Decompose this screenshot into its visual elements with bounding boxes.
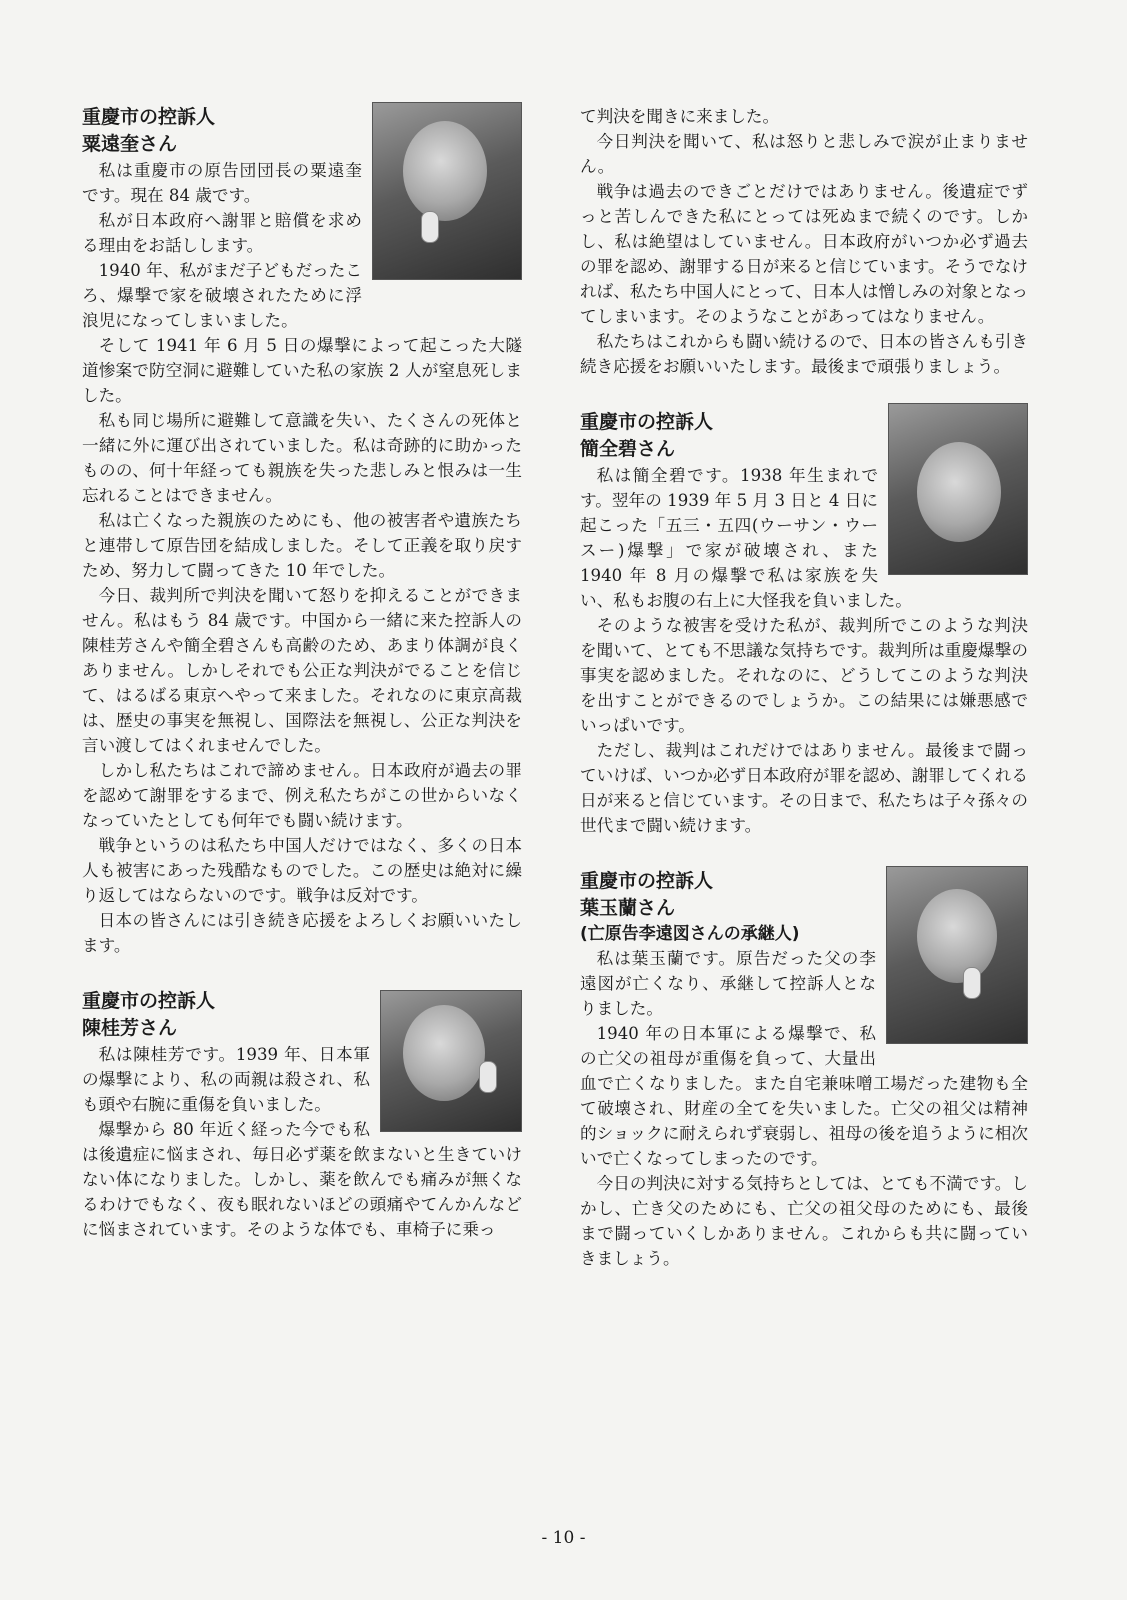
paragraph: 1940 年の日本軍による爆撃で、私の亡父の祖母が重傷を負って、大量出血で亡くなりました。また自宅兼味噌工場だった建物も全て破壊され、財産の全てを失いました。亡父の祖父は精神的ショックに耐えられず衰弱し、祖母の後を追うように相次いで亡くなってしまったのです。 <box>580 1024 1028 1168</box>
portrait-photo-jian-quanbi <box>888 403 1028 575</box>
paragraph: 日本の皆さんには引き続き応援をよろしくお願いいたします。 <box>82 911 522 955</box>
paragraph: 今日、裁判所で判決を聞いて怒りを抑えることができません。私はもう 84 歳です。中国から一緒に来た控訴人の陳桂芳さんや簡全碧さんも高齢のため、あまり体調が良くありません。しかしそれでも公正な判決がでることを信じて、はるばる東京へやって来ました。それなのに東京高裁は、歴史の事実を無視し、国際法を無視し、公正な判決を言い渡してはくれませんでした。 <box>82 586 522 755</box>
continued-paragraph: て判決を聞きに来ました。 <box>580 107 780 126</box>
testimony-jian-quanbi <box>580 409 1028 838</box>
successor-note: (亡原告李遠図さんの承継人) <box>580 924 800 944</box>
paragraph: 私は葉玉蘭です。原告だった父の李遠図が亡くなり、承継して控訴人となりました。 <box>580 949 876 1018</box>
paragraph: 戦争というのは私たち中国人だけではなく、多くの日本人も被害にあった残酷なものでした。この歴史は絶対に繰り返してはならないのです。戦争は反対です。 <box>82 836 522 905</box>
speaker-name: 陳桂芳さん <box>82 1017 178 1039</box>
testimony-su-yuankui <box>82 104 522 958</box>
portrait-photo-su-yuankui <box>372 102 522 280</box>
page-number: - 10 - <box>541 1528 586 1548</box>
speaker-name: 粟遠奎さん <box>82 133 178 155</box>
section-heading: 重慶市の控訴人 <box>82 990 216 1012</box>
paragraph: しかし私たちはこれで諦めません。日本政府が過去の罪を認めて謝罪をするまで、例え私たちがこの世からいなくなっていたとしても何年でも闘い続けます。 <box>82 761 522 830</box>
section-heading: 重慶市の控訴人 <box>580 411 714 433</box>
section-heading: 重慶市の控訴人 <box>82 106 216 128</box>
paragraph: 爆撃から 80 年近く経った今でも私は後遺症に悩まされ、毎日必ず薬を飲まないと生きていけない体になりました。しかし、薬を飲んでも痛みが無くなるわけでもなく、夜も眠れないほどの頭痛やてんかんなどに悩まされています。そのような体でも、車椅子に乗っ <box>82 1120 522 1239</box>
speaker-name: 簡全碧さん <box>580 438 676 460</box>
paragraph: 私は陳桂芳です。1939 年、日本軍の爆撃により、私の両親は殺され、私も頭や右腕に重傷を負いました。 <box>82 1045 370 1114</box>
paragraph: そのような被害を受けた私が、裁判所でこのような判決を聞いて、とても不思議な気持ちです。裁判所は重慶爆撃の事実を認めました。それなのに、どうしてこのような判決を出すことができるのでしょうか。この結果には嫌悪感でいっぱいです。 <box>580 616 1028 735</box>
paragraph: 今日の判決に対する気持ちとしては、とても不満です。しかし、亡き父のためにも、亡父の祖父母のためにも、最後まで闘っていくしかありません。これからも共に闘っていきましょう。 <box>580 1174 1028 1268</box>
paragraph: そして 1941 年 6 月 5 日の爆撃によって起こった大隧道惨案で防空洞に避難していた私の家族 2 人が窒息死しました。 <box>82 336 522 405</box>
testimony-chen-guifang <box>82 988 522 1242</box>
paragraph: ただし、裁判はこれだけではありません。最後まで闘っていけば、いつか必ず日本政府が罪を認め、謝罪してくれる日が来ると信じています。その日まで、私たちは子々孫々の世代まで闘い続けます。 <box>580 741 1028 835</box>
testimony-ye-yulan <box>580 868 1028 1271</box>
paragraph: 戦争は過去のできごとだけではありません。後遺症でずっと苦しんできた私にとっては死ぬまで続くのです。しかし、私は絶望はしていません。日本政府がいつか必ず過去の罪を認め、謝罪する日が来ると信じています。そうでなければ、私たち中国人にとって、日本人は憎しみの対象となってしまいます。そのようなことがあってはなりません。 <box>580 182 1028 326</box>
paragraph: 1940 年、私がまだ子どもだったころ、爆撃で家を破壊されたために浮浪児になってしまいました。 <box>82 261 362 330</box>
paragraph: 私たちはこれからも闘い続けるので、日本の皆さんも引き続き応援をお願いいたします。最後まで頑張りましょう。 <box>580 332 1028 376</box>
section-heading: 重慶市の控訴人 <box>580 870 714 892</box>
paragraph: 今日判決を聞いて、私は怒りと悲しみで涙が止まりません。 <box>580 132 1028 176</box>
speaker-name: 葉玉蘭さん <box>580 897 676 919</box>
paragraph: 私が日本政府へ謝罪と賠償を求める理由をお話しします。 <box>82 211 362 255</box>
paragraph: 私は重慶市の原告団団長の粟遠奎です。現在 84 歳です。 <box>82 161 362 205</box>
right-column <box>580 104 1028 1271</box>
paragraph: 私も同じ場所に避難して意識を失い、たくさんの死体と一緒に外に運び出されていました。私は奇跡的に助かったものの、何十年経っても親族を失った悲しみと恨みは一生忘れることはできません。 <box>82 411 522 505</box>
portrait-photo-ye-yulan <box>886 866 1028 1044</box>
portrait-photo-chen-guifang <box>380 990 522 1132</box>
left-column <box>82 104 522 1242</box>
paragraph: 私は亡くなった親族のためにも、他の被害者や遺族たちと連帯して原告団を結成しました。そして正義を取り戻すため、努力して闘ってきた 10 年でした。 <box>82 511 522 580</box>
paragraph: 私は簡全碧です。1938 年生まれです。翌年の 1939 年 5 月 3 日と 4 日に起こった「五三・五四(ウーサン・ウースー)爆撃」で家が破壊され、また 1940 年 8 月の爆撃で私は家族を失い、私もお腹の右上に大怪我を負いました。 <box>580 466 912 610</box>
